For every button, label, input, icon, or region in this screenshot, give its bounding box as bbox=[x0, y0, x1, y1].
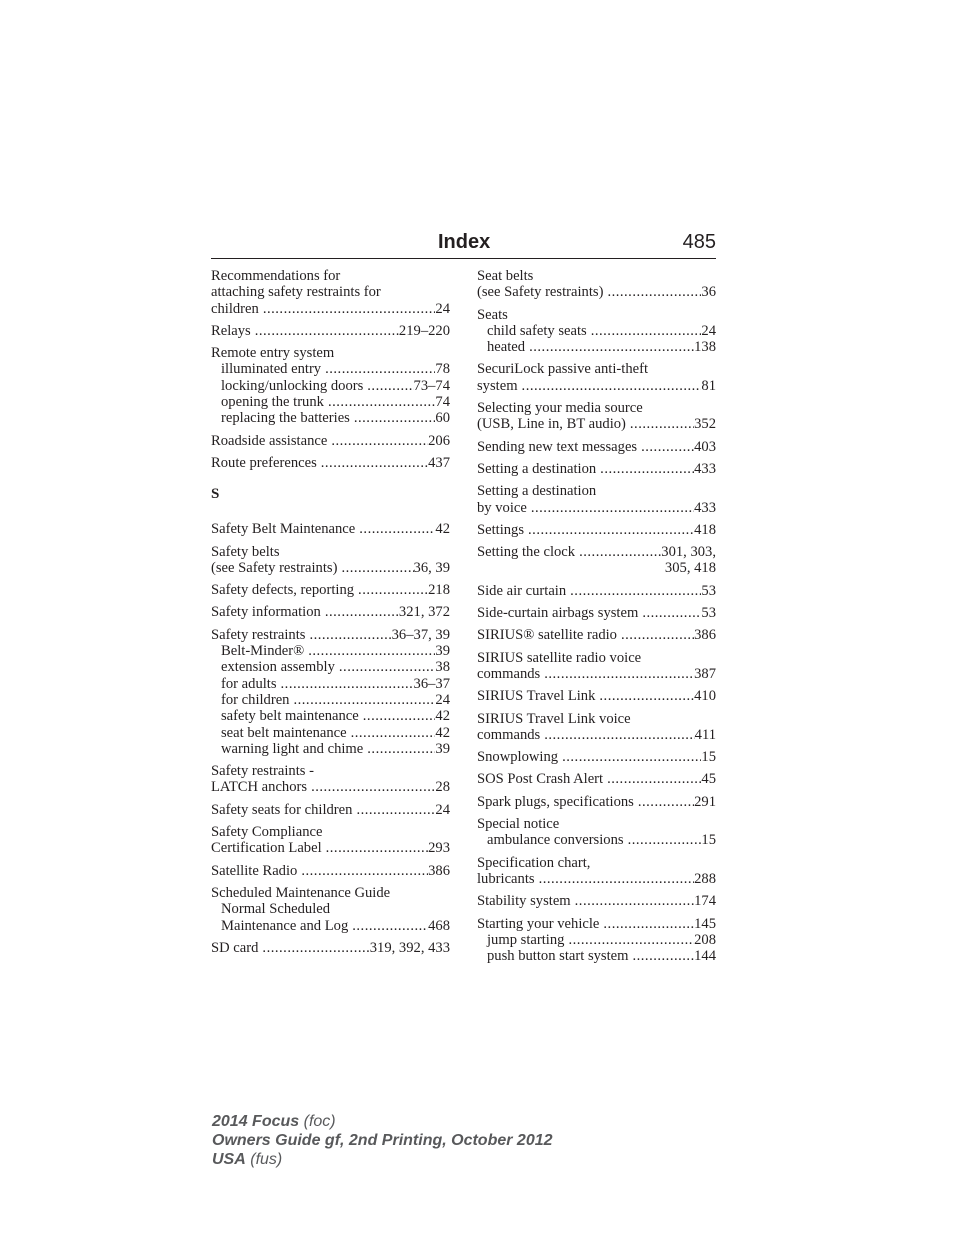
dot-leader bbox=[539, 871, 695, 887]
index-term: SIRIUS satellite radio voice bbox=[477, 649, 642, 666]
dot-leader bbox=[522, 378, 702, 394]
index-term: for adults bbox=[221, 675, 277, 692]
index-entry-line bbox=[477, 560, 716, 576]
index-entry-line bbox=[211, 521, 450, 537]
index-entry bbox=[211, 455, 450, 471]
dot-leader bbox=[293, 692, 435, 708]
page-footer bbox=[212, 1112, 553, 1169]
index-entry-line bbox=[211, 455, 450, 471]
dot-leader bbox=[341, 560, 413, 576]
index-term: warning light and chime bbox=[221, 740, 364, 757]
index-subentry-line bbox=[211, 725, 450, 741]
index-term: Maintenance and Log bbox=[221, 917, 349, 934]
index-page-ref: 24 bbox=[435, 801, 450, 818]
dot-leader bbox=[607, 284, 701, 300]
index-page-ref: 468 bbox=[428, 917, 450, 934]
footer-model-line bbox=[212, 1112, 553, 1131]
index-entry bbox=[211, 885, 450, 934]
index-page-ref: 28 bbox=[435, 779, 450, 796]
index-term: SOS Post Crash Alert bbox=[477, 771, 604, 788]
index-entry bbox=[211, 268, 450, 317]
index-entry-line bbox=[477, 500, 716, 516]
index-page-ref: 386 bbox=[694, 627, 716, 644]
index-page-ref: 144 bbox=[694, 948, 716, 965]
index-page-ref: 24 bbox=[701, 322, 716, 339]
index-term: Normal Scheduled bbox=[221, 901, 331, 918]
dot-leader bbox=[544, 666, 694, 682]
index-entry bbox=[211, 824, 450, 857]
index-subentry-line bbox=[477, 948, 716, 964]
index-page-ref: 42 bbox=[435, 724, 450, 741]
index-entry-line bbox=[477, 268, 716, 284]
dot-leader bbox=[367, 378, 413, 394]
index-entry bbox=[211, 863, 450, 879]
index-entry bbox=[477, 749, 716, 765]
dot-leader bbox=[607, 771, 701, 787]
index-entry-line bbox=[477, 749, 716, 765]
index-entry-line bbox=[477, 771, 716, 787]
index-page-ref: 319, 392, 433 bbox=[369, 939, 450, 956]
index-entry-line bbox=[211, 824, 450, 840]
index-page-ref: 36 bbox=[701, 284, 716, 301]
index-page-ref: 288 bbox=[694, 870, 716, 887]
index-term: SIRIUS® satellite radio bbox=[477, 627, 617, 644]
index-page-ref: 39 bbox=[435, 740, 450, 757]
dot-leader bbox=[603, 916, 694, 932]
index-term: SecuriLock passive anti-theft bbox=[477, 361, 649, 378]
index-entry-line bbox=[477, 727, 716, 743]
index-entry bbox=[477, 268, 716, 301]
index-page-ref: 291 bbox=[694, 793, 716, 810]
index-entry-line bbox=[477, 284, 716, 300]
index-term: attaching safety restraints for bbox=[211, 284, 381, 301]
index-entry-line bbox=[477, 605, 716, 621]
index-term: Stability system bbox=[477, 893, 571, 910]
index-term: Specification chart, bbox=[477, 854, 591, 871]
dot-leader bbox=[621, 627, 694, 643]
index-term: system bbox=[477, 377, 518, 394]
index-page-ref: 39 bbox=[435, 643, 450, 660]
index-page-ref: 437 bbox=[428, 454, 450, 471]
index-term: (USB, Line in, BT audio) bbox=[477, 416, 626, 433]
index-term: Starting your vehicle bbox=[477, 915, 600, 932]
index-entry-line bbox=[477, 461, 716, 477]
index-page-ref: 387 bbox=[694, 665, 716, 682]
index-entry-line bbox=[211, 582, 450, 598]
index-subentry-line bbox=[211, 676, 450, 692]
index-subentry-line bbox=[211, 918, 450, 934]
index-subentry-line bbox=[477, 932, 716, 948]
index-subentry-line bbox=[211, 410, 450, 426]
index-term: Setting the clock bbox=[477, 544, 576, 561]
index-term: SIRIUS Travel Link bbox=[477, 688, 596, 705]
dot-leader bbox=[575, 893, 694, 909]
index-entry-line bbox=[211, 604, 450, 620]
index-entry bbox=[477, 711, 716, 744]
index-page-ref: 15 bbox=[701, 832, 716, 849]
footer-region: USA bbox=[212, 1151, 246, 1168]
index-entry-line bbox=[477, 871, 716, 887]
index-entry-line bbox=[211, 863, 450, 879]
index-entry-line bbox=[211, 433, 450, 449]
index-subentry-line bbox=[477, 339, 716, 355]
index-term: opening the trunk bbox=[221, 394, 324, 411]
index-term: Seats bbox=[477, 306, 508, 323]
index-page-ref: 418 bbox=[694, 521, 716, 538]
dot-leader bbox=[354, 410, 436, 426]
index-term: extension assembly bbox=[221, 659, 335, 676]
index-term: Satellite Radio bbox=[211, 862, 298, 879]
index-page-ref: 15 bbox=[701, 749, 716, 766]
dot-leader bbox=[308, 643, 435, 659]
index-entry-line bbox=[211, 301, 450, 317]
dot-leader bbox=[628, 832, 702, 848]
dot-leader bbox=[351, 725, 436, 741]
dot-leader bbox=[359, 521, 435, 537]
index-page-ref: 218 bbox=[428, 582, 450, 599]
index-term: Safety Compliance bbox=[211, 824, 323, 841]
dot-leader bbox=[367, 741, 435, 757]
index-subentry-line bbox=[477, 832, 716, 848]
dot-leader bbox=[263, 301, 436, 317]
index-entry-line bbox=[477, 627, 716, 643]
footer-edition-line bbox=[212, 1131, 553, 1150]
dot-leader bbox=[363, 708, 436, 724]
index-term: Special notice bbox=[477, 816, 560, 833]
index-term: for children bbox=[221, 691, 290, 708]
dot-leader bbox=[531, 500, 694, 516]
index-entry-line bbox=[477, 893, 716, 909]
index-page-ref: 433 bbox=[694, 499, 716, 516]
index-term: Safety information bbox=[211, 604, 321, 621]
index-entry-line bbox=[211, 323, 450, 339]
index-subentry-line bbox=[211, 394, 450, 410]
index-page-ref: 45 bbox=[701, 771, 716, 788]
index-entry-line bbox=[211, 284, 450, 300]
index-entry bbox=[211, 345, 450, 426]
index-term: (see Safety restraints) bbox=[211, 559, 338, 576]
dot-leader bbox=[630, 416, 694, 432]
index-entry bbox=[477, 605, 716, 621]
dot-leader bbox=[352, 918, 428, 934]
index-term: Safety restraints - bbox=[211, 763, 314, 780]
index-term: locking/unlocking doors bbox=[221, 377, 364, 394]
index-entry bbox=[211, 582, 450, 598]
index-term: commands bbox=[477, 726, 541, 743]
index-entry bbox=[477, 400, 716, 433]
index-entry-line bbox=[211, 802, 450, 818]
index-entry bbox=[477, 544, 716, 577]
index-page-ref: 219–220 bbox=[398, 322, 450, 339]
index-subentry-line bbox=[211, 901, 450, 917]
dot-leader bbox=[301, 863, 428, 879]
index-entry bbox=[477, 916, 716, 965]
index-page-ref: 410 bbox=[694, 688, 716, 705]
index-term: Settings bbox=[477, 521, 525, 538]
index-entry bbox=[477, 627, 716, 643]
index-term: Recommendations for bbox=[211, 268, 341, 284]
index-subentry-line bbox=[211, 643, 450, 659]
index-entry-line bbox=[477, 483, 716, 499]
index-subentry-line bbox=[211, 708, 450, 724]
index-subentry-line bbox=[211, 692, 450, 708]
index-page-ref: 24 bbox=[435, 691, 450, 708]
index-page-ref: 42 bbox=[435, 708, 450, 725]
index-page-ref: 352 bbox=[694, 416, 716, 433]
index-entry bbox=[477, 794, 716, 810]
dot-leader bbox=[358, 582, 428, 598]
index-term: Relays bbox=[211, 322, 251, 339]
index-entry-line bbox=[211, 544, 450, 560]
dot-leader bbox=[528, 522, 694, 538]
index-entry-line bbox=[211, 763, 450, 779]
index-term: Setting a destination bbox=[477, 483, 597, 500]
index-term: ambulance conversions bbox=[487, 832, 624, 849]
index-entry bbox=[477, 771, 716, 787]
index-entry bbox=[477, 461, 716, 477]
index-entry bbox=[477, 893, 716, 909]
index-page-ref: 301, 303, bbox=[661, 544, 716, 561]
index-entry-line bbox=[477, 378, 716, 394]
index-page-ref: 174 bbox=[694, 893, 716, 910]
index-entry-line bbox=[477, 816, 716, 832]
index-term: heated bbox=[487, 339, 526, 356]
index-entry-line bbox=[211, 840, 450, 856]
index-column-right bbox=[477, 268, 716, 970]
index-entry bbox=[477, 855, 716, 888]
index-entry-line bbox=[211, 627, 450, 643]
index-term: Safety seats for children bbox=[211, 801, 353, 818]
index-entry bbox=[477, 307, 716, 356]
index-page-ref: 321, 372 bbox=[398, 604, 450, 621]
index-page-ref: 386 bbox=[428, 862, 450, 879]
dot-leader bbox=[339, 659, 436, 675]
dot-leader bbox=[632, 948, 694, 964]
index-page-ref: 145 bbox=[694, 915, 716, 932]
dot-leader bbox=[562, 749, 701, 765]
index-entry bbox=[211, 940, 450, 956]
index-page-ref: 53 bbox=[701, 605, 716, 622]
index-term: SD card bbox=[211, 939, 259, 956]
index-page-ref: 60 bbox=[435, 410, 450, 427]
index-entry-line bbox=[477, 307, 716, 323]
index-term: illuminated entry bbox=[221, 361, 322, 378]
index-entry bbox=[477, 483, 716, 516]
index-entry-line bbox=[211, 779, 450, 795]
index-term: (see Safety restraints) bbox=[477, 284, 604, 301]
dot-leader bbox=[325, 604, 399, 620]
index-entry-line bbox=[477, 688, 716, 704]
index-entry-line bbox=[477, 916, 716, 932]
index-entry-line bbox=[477, 439, 716, 455]
index-term: safety belt maintenance bbox=[221, 708, 359, 725]
index-entry-line bbox=[477, 583, 716, 599]
index-term: Snowplowing bbox=[477, 749, 559, 766]
index-page-ref: 36–37, 39 bbox=[391, 626, 450, 643]
index-entry bbox=[211, 521, 450, 537]
index-term: SIRIUS Travel Link voice bbox=[477, 710, 631, 727]
dot-leader bbox=[311, 779, 435, 795]
dot-leader bbox=[331, 433, 428, 449]
index-term: child safety seats bbox=[487, 322, 587, 339]
index-entry bbox=[211, 763, 450, 796]
dot-leader bbox=[255, 323, 399, 339]
dot-leader bbox=[570, 583, 701, 599]
dot-leader bbox=[642, 605, 701, 621]
index-entry bbox=[477, 816, 716, 849]
index-term: Setting a destination bbox=[477, 460, 597, 477]
index-page-ref: 208 bbox=[694, 931, 716, 948]
index-term: Route preferences bbox=[211, 454, 317, 471]
index-entry-line bbox=[477, 855, 716, 871]
index-page-ref: 403 bbox=[694, 438, 716, 455]
index-term: LATCH anchors bbox=[211, 779, 308, 796]
index-page-ref: 73–74 bbox=[413, 377, 450, 394]
index-entry bbox=[211, 323, 450, 339]
index-subentry-line bbox=[477, 323, 716, 339]
dot-leader bbox=[600, 461, 694, 477]
dot-leader bbox=[529, 339, 694, 355]
index-subentry-line bbox=[211, 378, 450, 394]
index-entry-line bbox=[477, 361, 716, 377]
index-subentry-line bbox=[211, 361, 450, 377]
index-entry-line bbox=[211, 560, 450, 576]
dot-leader bbox=[544, 727, 694, 743]
index-entry-line bbox=[477, 522, 716, 538]
index-page-ref: 42 bbox=[435, 521, 450, 538]
dot-leader bbox=[641, 439, 694, 455]
index-entry bbox=[477, 439, 716, 455]
index-page-ref: 138 bbox=[694, 339, 716, 356]
index-term: Certification Label bbox=[211, 840, 322, 857]
index-term: lubricants bbox=[477, 870, 535, 887]
index-term: Spark plugs, specifications bbox=[477, 793, 634, 810]
dot-leader bbox=[638, 794, 694, 810]
dot-leader bbox=[591, 323, 702, 339]
index-term: seat belt maintenance bbox=[221, 724, 347, 741]
index-subentry-line bbox=[211, 741, 450, 757]
index-entry bbox=[477, 650, 716, 683]
dot-leader bbox=[568, 932, 694, 948]
index-entry bbox=[211, 544, 450, 577]
index-entry bbox=[477, 361, 716, 394]
dot-leader bbox=[309, 627, 391, 643]
index-page-ref: 81 bbox=[701, 377, 716, 394]
index-term: Sending new text messages bbox=[477, 438, 638, 455]
index-term: Seat belts bbox=[477, 268, 534, 284]
index-entry-line bbox=[477, 416, 716, 432]
index-page-ref: 206 bbox=[428, 432, 450, 449]
index-page-ref: 78 bbox=[435, 361, 450, 378]
index-term: jump starting bbox=[487, 931, 565, 948]
index-term: Scheduled Maintenance Guide bbox=[211, 884, 391, 901]
index-column-left bbox=[211, 268, 450, 962]
dot-leader bbox=[356, 802, 435, 818]
index-page-ref: 411 bbox=[694, 726, 716, 743]
index-page-ref: 433 bbox=[694, 460, 716, 477]
dot-leader bbox=[579, 544, 661, 560]
index-entry-line bbox=[477, 666, 716, 682]
index-entry bbox=[477, 583, 716, 599]
footer-region-line bbox=[212, 1150, 553, 1169]
index-entry-line bbox=[477, 794, 716, 810]
index-term: Safety defects, reporting bbox=[211, 582, 355, 599]
index-entry bbox=[211, 433, 450, 449]
index-entry bbox=[211, 802, 450, 818]
index-letter-heading: S bbox=[211, 486, 220, 503]
index-term: Remote entry system bbox=[211, 345, 335, 362]
dot-leader bbox=[599, 688, 694, 704]
dot-leader bbox=[326, 840, 428, 856]
index-term: Selecting your media source bbox=[477, 400, 643, 417]
footer-region-code: (fus) bbox=[250, 1151, 283, 1168]
index-term: children bbox=[211, 300, 259, 317]
index-term: Roadside assistance bbox=[211, 432, 328, 449]
index-term: Safety restraints bbox=[211, 626, 306, 643]
dot-leader bbox=[325, 361, 435, 377]
index-term: push button start system bbox=[487, 948, 629, 965]
index-term: Safety belts bbox=[211, 543, 280, 560]
index-page-ref: 36–37 bbox=[413, 675, 450, 692]
index-entry-line bbox=[211, 885, 450, 901]
index-page-ref: 74 bbox=[435, 394, 450, 411]
index-page-ref: 305, 418 bbox=[664, 560, 716, 577]
index-entry bbox=[477, 522, 716, 538]
index-entry-line bbox=[477, 400, 716, 416]
footer-edition: Owners Guide gf, 2nd Printing, October 2012 bbox=[212, 1132, 553, 1149]
index-entry bbox=[211, 627, 450, 757]
index-term: commands bbox=[477, 665, 541, 682]
index-page-ref: 293 bbox=[428, 840, 450, 857]
index-entry bbox=[477, 688, 716, 704]
dot-leader bbox=[321, 455, 428, 471]
index-entry-line bbox=[477, 544, 716, 560]
index-subentry-line bbox=[211, 659, 450, 675]
index-entry bbox=[211, 604, 450, 620]
index-entry-line bbox=[477, 711, 716, 727]
page-header bbox=[211, 228, 716, 259]
index-entry-line bbox=[211, 940, 450, 956]
index-page-ref: 24 bbox=[435, 300, 450, 317]
dot-leader bbox=[281, 676, 414, 692]
index-term: Belt-Minder® bbox=[221, 643, 305, 660]
index-entry-line bbox=[211, 345, 450, 361]
index-entry-line bbox=[477, 650, 716, 666]
index-term: Side-curtain airbags system bbox=[477, 605, 639, 622]
index-term: Safety Belt Maintenance bbox=[211, 521, 356, 538]
page-title: Index bbox=[438, 231, 491, 253]
footer-model: 2014 Focus bbox=[212, 1113, 300, 1130]
index-term: by voice bbox=[477, 499, 527, 516]
page-number: 485 bbox=[682, 231, 716, 253]
index-entry-line bbox=[211, 268, 450, 284]
dot-leader bbox=[262, 940, 369, 956]
dot-leader bbox=[328, 394, 435, 410]
footer-model-code: (foc) bbox=[303, 1113, 336, 1130]
index-page-ref: 36, 39 bbox=[413, 559, 450, 576]
index-page-ref: 53 bbox=[701, 582, 716, 599]
index-page-ref: 38 bbox=[435, 659, 450, 676]
index-term: replacing the batteries bbox=[221, 410, 350, 427]
index-term: Side air curtain bbox=[477, 582, 567, 599]
